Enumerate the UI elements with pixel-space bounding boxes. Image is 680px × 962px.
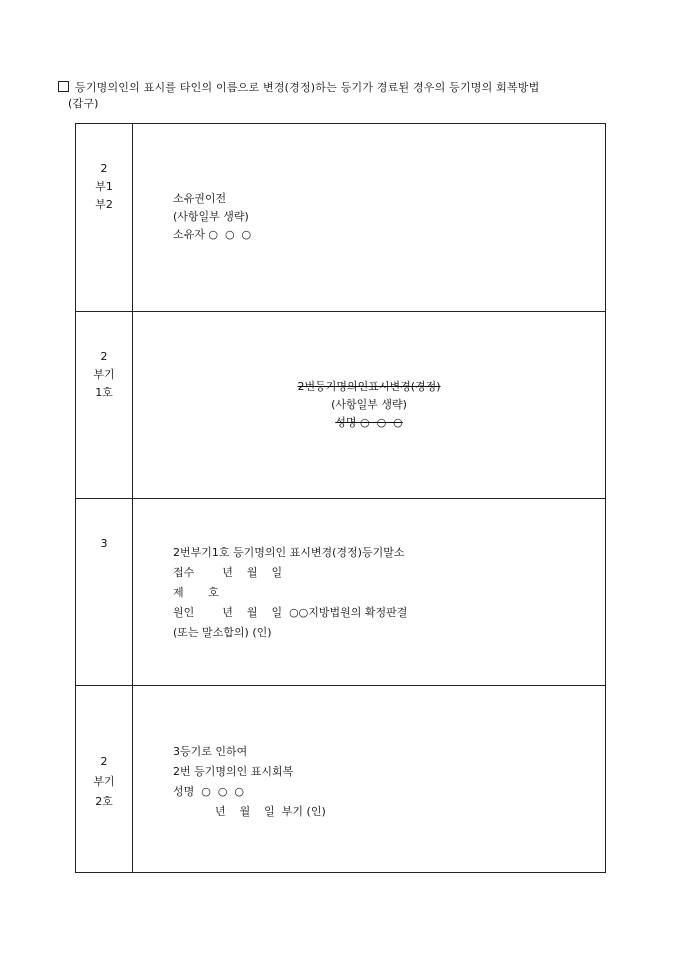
document-heading (58, 80, 638, 112)
struck-entry-line: 성명 ○ ○ ○ (335, 416, 403, 429)
table-row (76, 686, 606, 873)
entry-line: (사항일부 생략) (331, 398, 407, 411)
entry-cell (133, 686, 606, 873)
rank-number-line: 부기 (93, 775, 115, 788)
table-row (76, 124, 606, 312)
heading-line-2: (갑구) (68, 97, 99, 110)
entry-line: (또는 말소합의) (인) (173, 626, 272, 639)
entry-line: 3등기로 인하여 (173, 745, 248, 758)
entry-cell (133, 124, 606, 312)
entry-line: 원인 년 월 일 ○○지방법원의 확정판결 (173, 606, 408, 619)
rank-number-line: 2호 (95, 795, 113, 808)
entry-line: 성명 ○ ○ ○ (173, 785, 245, 798)
rank-number-line: 1호 (95, 386, 113, 399)
entry-cell (133, 499, 606, 686)
heading-line-1 (58, 80, 638, 96)
entry-line: (사항일부 생략) (173, 210, 249, 223)
struck-entry-line: 2번등기명의인표시변경(경정) (297, 380, 441, 393)
rank-number-cell (76, 499, 133, 686)
heading-title: 등기명의인의 표시를 타인의 이름으로 변경(경정)하는 등기가 경료된 경우의 등기명의 회복방법 (75, 81, 540, 94)
registry-table (75, 123, 606, 873)
entry-line: 소유권이전 (173, 192, 227, 205)
rank-number-cell (76, 312, 133, 499)
rank-number-line: 부기 (93, 368, 115, 381)
table-row (76, 312, 606, 499)
rank-number-line: 2 (100, 755, 108, 768)
rank-number-line: 3 (100, 537, 108, 550)
entry-line: 2번부기1호 등기명의인 표시변경(경정)등기말소 (173, 546, 405, 559)
entry-line: 년 월 일 부기 (인) (173, 805, 326, 818)
entry-line: 제 호 (173, 586, 219, 599)
entry-line: 소유자 ○ ○ ○ (173, 228, 252, 241)
rank-number-line: 부2 (95, 198, 113, 211)
rank-number-line: 부1 (95, 180, 113, 193)
rank-number-line: 2 (100, 350, 108, 363)
entry-cell (133, 312, 606, 499)
checkbox-square-icon (58, 81, 69, 92)
rank-number-cell (76, 686, 133, 873)
table-row (76, 499, 606, 686)
entry-line: 접수 년 월 일 (173, 566, 283, 579)
rank-number-cell (76, 124, 133, 312)
rank-number-line: 2 (100, 162, 108, 175)
entry-line: 2번 등기명의인 표시회복 (173, 765, 294, 778)
